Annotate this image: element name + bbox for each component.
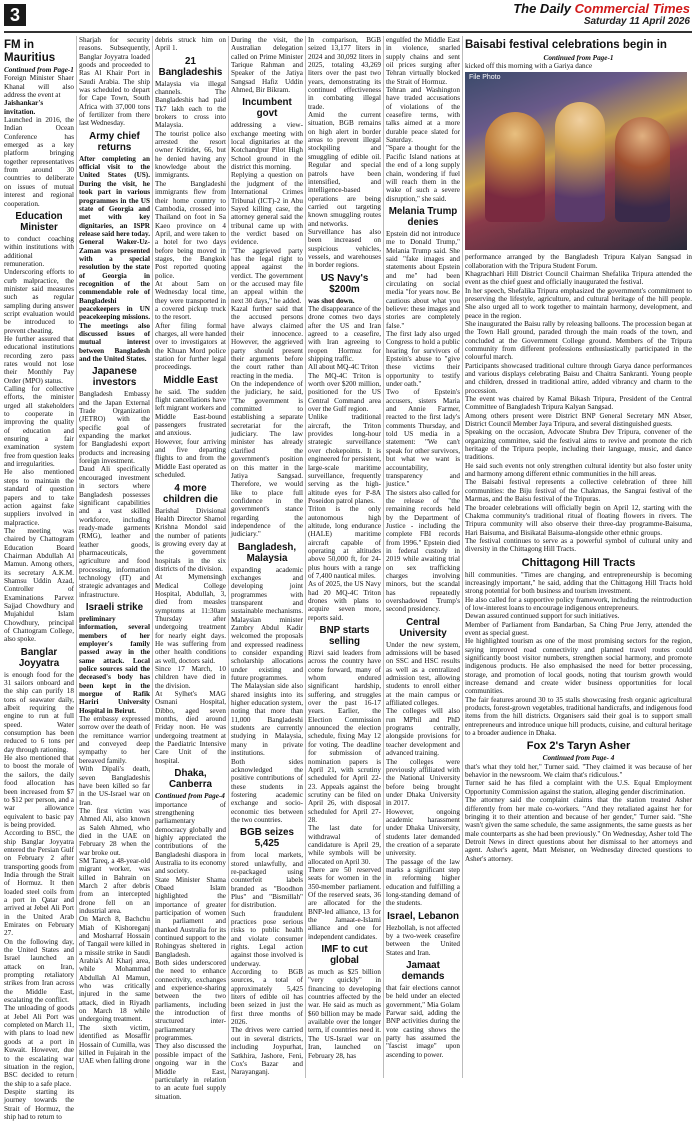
cht-body <box>465 571 692 738</box>
article-headline: Dhaka, Canberra <box>168 768 212 791</box>
article-paragraph: The unloading of goods at Jebel Ali Port was completed on March 11, with plans to load new goods at a port in Kuwait. However, due to the escalating war situation in the region, BSC decided to return the ship to a safe place. <box>4 1004 74 1088</box>
article-paragraph: hill communities. "Times are changing, and entrepreneurship is becoming increasingly important," he said, adding that the Chittagong Hill Tracts hold strong potential for both business and tourism investment. <box>465 570 692 596</box>
article-paragraph: The event was chaired by Kamal Bikash Tripura, President of the Central Committee of Bangladesh Tripura Kalyan Sangsad. <box>465 395 692 412</box>
article-paragraph: He also mentioned that to boost the morale of the sailors, the daily food allocation has been increased from $7 to $12 per person, and a war allowance equivalent to basic pay is being provided. <box>4 754 74 829</box>
article-paragraph: He further assured that educational institutions recording zero pass rates would not lose their Monthly Pay Order (MPO) status. <box>4 334 74 385</box>
article-paragraph: addressing a view-exchange meeting with local dignitaries at the Kotchandpur Pilot High School ground in the district this morning. <box>231 121 303 172</box>
article-headline: 21 Bangladeshis <box>158 55 223 78</box>
dancer-figure <box>485 112 545 222</box>
article-paragraph: Rizvi said leaders from across the country have come forward, many of whom endured significant hardship, suffering, and struggles over the past 16-17 years. Earlier, the Election Commission announced the election schedule, fixing May 12 for voting. The deadline for submission of nomination papers is April 21, with scrutiny scheduled for April 22-23. Appeals against the scrutiny can be filed on April 26, with disposal scheduled for April 27-28. <box>308 649 381 824</box>
article-paragraph: In her speech, Shefalika Tripura emphasized the government's commitment to preserving the lifestyle, agriculture, and cultural heritage of the hill people. She also urged all to work together to maintain harmony, development, and peace in the region. <box>465 286 692 320</box>
article-paragraph: debris struck him on April 1. <box>155 36 226 53</box>
article-paragraph: He also called for a supportive policy framework, including the reintroduction of low-interest loans to encourage indigenous entrepreneurs. <box>465 595 692 612</box>
article-paragraph: from local markets, stored unlawfully, and re-packaged using counterfeit labels branded as "Boodhon Plus" and "Bismillah" for distribution. <box>231 851 303 910</box>
lead-paragraph: kicked off this morning with a Gariya dance <box>465 61 593 70</box>
article-paragraph: The festival continues to serve as a powerful symbol of cultural unity and diversity in the Chittagong Hill Tracts. <box>465 536 692 554</box>
article-paragraph: "Spare a thought for the Pacific Island nations at the end of a long supply chain, wondering if fuel will reach them in the wake of such a severe disruption," she said. <box>386 144 460 203</box>
article-paragraph: Daud Ali specifically encouraged investment in sectors where Bangladesh possesses significant capabilities and a vast skilled workforce, including ready-made garments (RMG), leather and leather goods, pharmaceuticals, agriculture and food processing, information technology (IT) and strategic advantages and infrastructure. <box>79 465 150 599</box>
article-paragraph: Barishal Divisional Health Director Shamol Krishna Mondol said the number of patients is growing every day at the government hospitals in the six districts of the division. <box>155 506 226 573</box>
article-paragraph: Launched in 2016, the Indian Ocean Conference has emerged as a key platform bringing together representatives from around 30 countries to deliberate on issues of mutual interest and regional cooperation. <box>4 116 74 208</box>
article-paragraph: Kazal further said that the accused persons have always claimed their innocence. However, the aggrieved party should present their arguments before the court rather than reacting in the media. <box>231 304 303 380</box>
article-paragraph: He highlighted tourism as one of the most promising sectors for the region, saying improved road connectivity and planned travel routes could significantly boost visitor numbers, strengthen social harmony, and promote indigenous products. He also emphasised the need for better processing, storage, and promotion of local goods, noting that tourism growth would increase demand and create wider business opportunities for local communities. <box>465 637 692 696</box>
article-paragraph: On March 8, Bachchu Miah of Kishoreganj and Mosharraf Hossain of Tangail were killed in a missile strike in Saudi Arabia's Al Kharj area, while Mohammad Abdullah Al Mamun, who was critically injured in the same attack, died in Riyadh on March 18 while undergoing treatment. <box>79 915 150 1024</box>
festival-photo <box>465 72 687 250</box>
column-2 <box>79 36 150 1078</box>
article-headline: Jamaat demands <box>401 960 445 983</box>
page-number: 3 <box>4 4 26 26</box>
article-paragraph: Surveillance has also been increased on suspicious vehicles, vessels, and warehouses in border regions. <box>308 227 381 270</box>
article-headline: Israel, Lebanon <box>387 910 459 922</box>
article-paragraph: The sisters also called for the release of "the remaining records held by the Department of Justice - including the complete FBI records from 1996." Epstein died in federal custody in 2019 while awaiting trial on sex trafficking charges involving minors, but the scandal has repeatedly overshadowed Trump's second presidency. <box>386 488 460 614</box>
article-paragraph: "The aggrieved party has the legal right to appeal against the verdict. The government or the accused may file an appeal within the next 30 days," he added. <box>231 246 303 305</box>
right-section <box>465 36 692 1078</box>
masthead <box>0 0 696 30</box>
column-5 <box>308 36 381 1078</box>
article-headline: Incumbent govt <box>242 97 292 120</box>
article-paragraph: is enough food for the 31 sailors onboard and the ship can purify 18 tons of seawater daily, albeit requiring the engine to run at full speed. Water consumption has been reduced to 6 tons per day through rationing. <box>4 670 74 754</box>
article-paragraph: preliminary information, several members of her employer's family passed away in the same attack. Local police sources said the deceased's body has been kept in the morgue of Rafik Hariri University Hospital in Beirut. <box>79 614 150 715</box>
article-paragraph: Unlike traditional aircraft, the Triton provides long-hour strategic surveillance over chokepoints. It is engineered for persistent, large-scale maritime surveillance, frequently serving as the high-altitude eyes for P-8A Poseidon patrol planes. <box>308 413 381 505</box>
column-6 <box>386 36 460 1078</box>
newspaper-brand <box>513 1 690 16</box>
article-paragraph: The passage of the law marks a significant step in reforming higher education and fulfilling a long-standing demand of the students. <box>386 857 460 908</box>
article-headline: Army chief returns <box>89 130 140 153</box>
article-paragraph: With Dipali's death, seven Bangladeshis have been killed so far in the US-Israel war on Iran. <box>79 765 150 807</box>
column-divider <box>383 36 384 1078</box>
article-paragraph: On the following day, the United States and Israel launched an attack on Iran, prompting retaliatory strikes from Iran across the Middle East, escalating the conflict. <box>4 937 74 1005</box>
article-paragraph: At Sylhet's MAG Osmani Hospital, Dibbo, aged seven months, died around Friday noon. He was undergoing treatment at the Paediatric Intensive Care Unit of the hospital. <box>155 690 226 765</box>
article-paragraph: There are 50 reserved seats for women in the 350-member parliament. Of the reserved seats, 36 are allocated for the BNP-led alliance, 13 for the Jamaat-e-Islami alliance and one for independent candidates. <box>308 865 381 941</box>
article-paragraph: Hezbollah, is not affected by a two-week ceasefire between the United States and Iran. <box>386 923 460 957</box>
continued-note: Continued from Page-1 <box>4 66 74 74</box>
article-paragraph: Epstein did not introduce me to Donald Trump," Melania Trump said. She said "fake images and statements about Epstein and me" had been circulating on social media "for years now. Be cautious about what you believe: these images and stories are completely false." <box>386 229 460 330</box>
article-paragraph: He also mentioned steps to maintain the standard of question papers and to take action against fake suppliers involved in malpractice. <box>4 468 74 527</box>
article-paragraph: After completing an official visit to the United States (US). During the visit, he took part in various programmes in the US state of Georgia and met with key dignitaries, an ISPR release said here today. General Waker-Uz-Zaman was presented with a special resolution by the state of Georgia in recognition of the commendable role of Bangladeshi peacekeepers in UN peacekeeping missions. The meetings also discussed issues of mutual interest between Bangladesh and the United States. <box>79 154 150 364</box>
article-paragraph: Both sides underscored the need to enhance connectivity, exchanges and experience-sharing between the two parliaments, including the introduction of structured inter-parliamentary programmes. <box>155 959 226 1043</box>
article-paragraph: Since 17 March, 10 children have died in the division. <box>155 665 226 690</box>
brand-prefix: The Daily <box>513 1 571 16</box>
dancer-figure <box>615 117 670 222</box>
article-paragraph: as much as $25 billion "very quickly" in financing to developing countries affected by the war. He said as much as $60 billion may be made available over the longer term, if countries need it. The US-Israel war on Iran, launched on February 28, has <box>308 968 381 1060</box>
article-paragraph: The fair features around 30 to 35 stalls showcasing fresh organic agricultural products, forest-grown vegetables, traditional handicrafts, and indigenous food items from the hill districts. Organisers said their goal is to support small entrepreneurs and introduce unique hill products, cuisine, and cultural heritage to a broader audience in Dhaka. <box>465 695 692 738</box>
article-paragraph: Dewan assured continued support for such initiatives. <box>465 612 620 621</box>
article-headline: Middle East <box>163 374 218 386</box>
article-paragraph: Sharjah for security reasons. Subsequently, Banglar Joyyatra loaded goods and proceeded to Ras Al Khair Port in Saudi Arabia. The ship was scheduled to depart for Cape Town, South Africa with 37,000 tons of fertilizer from there last Wednesday. <box>79 36 150 128</box>
baisabi-body <box>465 253 692 553</box>
article-paragraph: expanding academic exchanges and developing joint programmes with transparent and sustainable mechanisms. Malaysian minister Zambry Abdul Kadir welcomed the proposals and expressed readiness to consider expanding scholarship allocations under existing and future programmes. <box>231 565 303 683</box>
article-paragraph: As of 2025, the US Navy had 20 MQ-4C Triton drones with plans to acquire seven more, reports said. <box>308 580 381 622</box>
article-paragraph: The attorney said the complaint claims that the station treated Asher differently from her male co-workers. "And they retaliated against her for bringing it to their attention and because of her gender," Turner said. "She wasn't given the same schedule, the same assignments, the same guests as her male counterparts as she had been previously." On Wednesday, Asher told The Detroit News in direct questions about her dismissal to her attorneys and agent. Asher's agent, Matt Meisner, on Wednesday directed questions to Asher's attorney. <box>465 796 692 863</box>
continued-note: Continued from Page-1 <box>543 53 614 62</box>
article-paragraph: The first lady also urged Congress to hold a public hearing for survivors of Epstein's abuse to "give these victims their opportunity to testify under oath." <box>386 330 460 389</box>
dancer-figure <box>555 102 605 222</box>
article-headline: Japanese investors <box>92 366 137 389</box>
article-paragraph: to conduct coaching within institutions with additional remuneration. Underscoring efforts to curb malpractice, the minister said measures such as regular sampling during answer script evaluation would be introduced to prevent cheating. <box>4 234 74 335</box>
article-paragraph: The colleges were previously affiliated with the National University before being brought under Dhaka University in 2017. <box>386 757 460 808</box>
article-paragraph: According to BGB sources, a total of approximately 5,425 liters of edible oil has been seized in just the first three months of 2026. <box>231 968 303 1027</box>
article-headline: Education Minister <box>15 210 63 233</box>
article-paragraph: Jaishankar's invitation. <box>4 99 44 116</box>
article-paragraph: Member of Parliament from Bandarban, Sa Ching Prue Jerry, attended the event as special guest. <box>465 620 692 637</box>
article-paragraph: Amid the current situation, BGB remains on high alert in border areas to prevent illegal stockpiling and smuggling of edible oil. Regular and special patrols have been intensified, and intelligence-based operations are being carried out targeting known smuggling routes and networks. <box>308 111 381 228</box>
article-paragraph: importance of strengthening parliamentary democracy globally and highly appreciated the contributions of the Bangladeshi diaspora in Australia to its economy and society. <box>155 800 226 876</box>
article-headline: IMF to cut global <box>321 944 368 967</box>
article-paragraph: engulfed the Middle East in violence, snarled supply chains and sent oil prices surging after Tehran virtually blocked the Strait of Hormuz. <box>386 36 460 86</box>
photo-credit: File Photo <box>469 74 501 82</box>
column-divider <box>152 36 153 1078</box>
article-paragraph: During the visit, the Australian delegation called on Prime Minister Tarique Rahman and Speaker of the Jatiya Sangsad Hafiz Uddin Ahmed, Bir Bikram. <box>231 36 303 95</box>
column-divider <box>305 36 306 1078</box>
article-paragraph: Calling for collective efforts, the minister urged all stakeholders to cooperate in improving the quality of education and ensuring a fair examination system free from question leaks and irregularities. <box>4 385 74 469</box>
article-headline: Israeli strike <box>85 601 144 613</box>
article-paragraph: that fair elections cannot be held under an elected government," Mia Golam Parwar said, adding the BNP activities during the vote casting shows the party has assumed the "fascist image" upon ascending to power. <box>386 984 460 1059</box>
article-paragraph: At about 5am on Wednesday local time, they were transported in a covered pickup truck to the resort. <box>155 279 226 322</box>
article-paragraph: The broader celebrations will officially begin on April 12, starting with the Chakma community's traditional ritual of floating flowers in rivers. The Tripura community will also observe their three-day programme-Baisuma, Hari Baisuma, and Bisikatal Baisuma-alongside other ethnic groups. <box>465 503 692 537</box>
column-4 <box>231 36 303 1078</box>
column-divider <box>462 36 463 1078</box>
article-paragraph: Participants showcased traditional culture through Garya dance performances and various displays celebrating Baisu and Chaitra Sankranti. Young people and children, dressed in traditional attire, added vibrancy and charm to the procession. <box>465 361 692 395</box>
article-paragraph: The drives were carried out in several districts, including Joypurhat, Satkhira, Jashore, Feni, Cox's Bazar and Narayanganj. <box>231 1026 303 1077</box>
column-1 <box>4 36 74 1121</box>
article-paragraph: Replying a question on the judgment of the International Crimes Tribunal (ICT)-2 in Abu Sayed killing case, the attorney general said the tribunal came up with the verdict based on evidence. <box>231 171 303 247</box>
fox2-body <box>465 763 692 863</box>
article-headline: BGB seizes 5,425 <box>240 827 294 850</box>
continued-note: Continued from Page- 4 <box>542 754 615 763</box>
article-paragraph: performance arranged by the Bangladesh Tripura Kalyan Sangsad in collaboration with the Tripura Student Forum. <box>465 253 692 270</box>
article-paragraph: All about MQ-4C Triton <box>308 363 379 372</box>
column-divider <box>228 36 229 1078</box>
article-paragraph: Both sides acknowledged the positive contributions of these students in fostering academic exchange and socio-economic ties between the two countries. <box>231 757 303 824</box>
article-paragraph: Turner said he has filed a complaint with the U.S. Equal Employment Opportunity Commission against the station, alleging gender discrimination. <box>465 779 692 796</box>
article-paragraph: The Malaysian side also shared insights into its higher education system, noting that more than 11,000 Bangladeshi students are currently studying in Malaysia, many in private institutions. <box>231 682 303 758</box>
article-headline: US Navy's $200m <box>320 272 369 295</box>
article-paragraph: At Mymensingh Medical College Hospital, Abdullah, 3, died from measles symptoms at 11:30am Thursday after undergoing treatment for nearly eight days. He was suffering from other health conditions as well, doctors said. <box>155 573 226 665</box>
article-headline: Central University <box>399 616 447 639</box>
issue-date: Saturday 11 April 2026 <box>583 16 690 27</box>
article-paragraph: However, ongoing academic harassment under Dhaka University, students later demanded the creation of a separate university. <box>386 807 460 858</box>
article-paragraph: The meeting was chaired by Chattogram Education Board Chairman Abdullah Al Mamun. Among others, its secretary A.K.M. Shamsu Uddin Azad, Controller of Examinations Parvez Sajjad Chowdhury and Mujahidul Islam Chowdhury, principal of Chattogram College, also spoke. <box>4 526 74 644</box>
article-paragraph: According to BSC, the ship Banglar Joyyatra entered the Persian Gulf on February 2 after transporting goods from India through the Strait of Hormuz. It then loaded steel coils from a port in Qatar and arrived at Jebel Ali Port in the United Arab Emirates on February 27. <box>4 829 74 938</box>
article-paragraph: On the independence of the judiciary, he said, "The government is committed to establishing a separate secretariat for the judiciary. The law minister has already clarified the government's position on this matter in the Jatiya Sangsad. Therefore, we would like to place full confidence in the government's stance regarding the independence of the judiciary." <box>231 380 303 539</box>
article-paragraph: The embassy expressed sorrow over the death of the remittance warrior and conveyed deep sympathy to her bereaved family. <box>79 715 150 765</box>
article-paragraph: SM Tareq, a 48-year-old migrant worker, was killed in Bahrain on March 2 after debris from an intercepted drone fell on an industrial area. <box>79 856 150 915</box>
article-paragraph: that's what they told her," Turner said. "They claimed it was because of her behavior in the newsroom. We claim that's ridiculous." <box>465 762 692 780</box>
article-paragraph: The tourist police also arrested the resort owner Kritidet, 66, but he denied having any knowledge about the immigrants. <box>155 129 226 180</box>
article-paragraph: The last date for withdrawal of candidature is April 29, while symbols will be allocated on April 30. <box>308 824 381 866</box>
article-paragraph: Bangladesh Embassy and the Japan External Trade Organization (JETRO) with the specific goal of expanding the market for Bangladeshi export products and increasing foreign investment. <box>79 390 150 466</box>
article-paragraph: Among others present were District BNP General Secretary MN Abser, District Council Member Jaya Tripura, and several distinguished guests. <box>465 411 692 429</box>
article-paragraph: The colleges will also run MPhil and PhD programs centrally, alongside provisions for teacher development and advanced training. <box>386 707 460 758</box>
headline-fox2: Fox 2's Taryn Asher <box>526 740 631 753</box>
article-paragraph: Despite starting its journey towards the Strait of Hormuz, the ship had to return to <box>4 1087 74 1121</box>
article-paragraph: Speaking on the occasion, Advocate Shubra Dev Tripura, convener of the organizing committee, said the festival aims to revive and promote the rich heritage of the Tripura people, including their language, music, and dance traditions. <box>465 428 692 462</box>
article-paragraph: Such fraudulent practices pose serious risks to public health and violate consumer rights. Legal action against those involved is underway. <box>231 909 303 968</box>
article-paragraph: The Bangladeshi immigrants flew from their home country to Cambodia, crossed into Thailand on foot in Sa Kaeo province on 4 April, and were taken to a hotel for two days before being moved in stages, the Bangkok Post reported quoting police. <box>155 179 226 280</box>
article-paragraph: The MQ-4C Triton is worth over $200 million, positioned for the US Central Command area over the Gulf region. <box>308 371 381 414</box>
article-paragraph: State Minister Shama Obaed Islam highlighted the importance of greater participation of women in parliament and thanked Australia for its continued support to the Rohingyas sheltered in Bangladesh. <box>155 875 226 959</box>
article-paragraph: Tehran and Washington have traded accusations of violations of the ceasefire terms, with talks aimed at a more durable peace slated for Saturday. <box>386 86 460 145</box>
headline-cht: Chittagong Hill Tracts <box>521 556 636 569</box>
article-paragraph: After filing formal charges, all were handed over to investigators at the Khuan Mord police station for further legal proceedings. <box>155 321 226 372</box>
article-headline: 4 more children die <box>163 482 218 505</box>
article-paragraph: Triton is the only autonomous high altitude, long endurance (HALE) maritime aircraft capable of operating at altitudes above 50,000 ft, for 24-plus hours with a range of 7,400 nautical miles. <box>308 505 381 580</box>
article-paragraph: In comparison, BGB seized 13,177 liters in 2024 and 30,092 liters in 2025, totaling 43,269 liters over the past two years, demonstrating its continued effectiveness in combating illegal trade. <box>308 36 381 111</box>
article-paragraph: The sixth victim, identified as Mosaffir Hossain of Cumilla, was killed in Fujairah in the UAE when falling drone <box>79 1023 150 1066</box>
article-paragraph: They also discussed the possible impact of the ongoing war in the Middle East, particularly in relation to an acute fuel supply situation. <box>155 1042 226 1101</box>
article-paragraph: Foreign Minister Shaer Khanal will also address the event at <box>4 74 74 100</box>
article-paragraph: was shot down. <box>308 296 355 305</box>
brand-name: Commercial Times <box>574 1 690 16</box>
article-paragraph: Malaysia via illegal channels. The Bangladeshis had paid Tk7 lakh each to the brokers to cross into Malaysia. <box>155 79 226 130</box>
article-headline: Banglar Joyyatra <box>18 646 60 669</box>
article-paragraph: he said. The sudden flight cancellations have left migrant workers and Middle East-bound passengers frustrated and anxious. <box>155 387 226 438</box>
header-rule <box>4 31 692 33</box>
article-headline: Bangladesh, Malaysia <box>237 541 297 564</box>
article-headline: FM in Mauritius <box>4 39 56 64</box>
article-paragraph: She inaugurated the Baisu rally by releasing balloons. The procession began at the Town Hall ground, paraded through the main roads of the town, and concluded at the Government College ground. Members of the Tripura community from different professions enthusiastically participated in the colourful march. <box>465 319 692 362</box>
column-3 <box>155 36 226 1101</box>
headline-baisabi: Baisabi festival celebrations begin in <box>465 39 667 51</box>
article-paragraph: He said such events not only strengthen cultural identity but also foster unity and harmony among different ethnic communities in the hill areas. <box>465 461 692 479</box>
article-paragraph: However, four arriving and five departing flights to and from the Middle East operated as scheduled. <box>155 437 226 480</box>
article-paragraph: Under the new system, admissions will be based on SSC and HSC results as well as a centralized admission test, allowing students to enroll either at the main campus or affiliated colleges. <box>386 640 460 708</box>
article-paragraph: The disappearance of the drone comes two days after the US and Iran agreed to a ceasefire, with Iran agreeing to reopen Hormuz for shipping traffic. <box>308 304 381 364</box>
article-paragraph: The first victim was Ahmed Ali, also known as Saleh Ahmed, who died in the UAE on February 28 when the war broke out. <box>79 806 150 857</box>
article-paragraph: Two of Epstein's accusers, sisters Maria and Annie Farmer, reacted to the first lady's comments Thursday, and told US media in a statement: "We can't speak for other survivors, but what we want is accountability, transparency and justice." <box>386 388 460 489</box>
article-paragraph: Khagrachhari Hill District Council Chairman Shefalika Tripura attended the event as the chief guest and officially inaugurated the festival. <box>465 269 692 287</box>
article-headline: Melania Trump denies <box>388 205 458 228</box>
article-paragraph: The Baisabi festival represents a collective celebration of three hill communities: the Biju festival of the Chakmas, the Sangrai festival of the Marmas, and the Baisu festival of the Tripuras. <box>465 478 692 504</box>
column-divider <box>76 36 77 1078</box>
article-headline: BNP starts selling <box>319 625 370 648</box>
continued-note: Continued from Page-4 <box>155 792 225 801</box>
